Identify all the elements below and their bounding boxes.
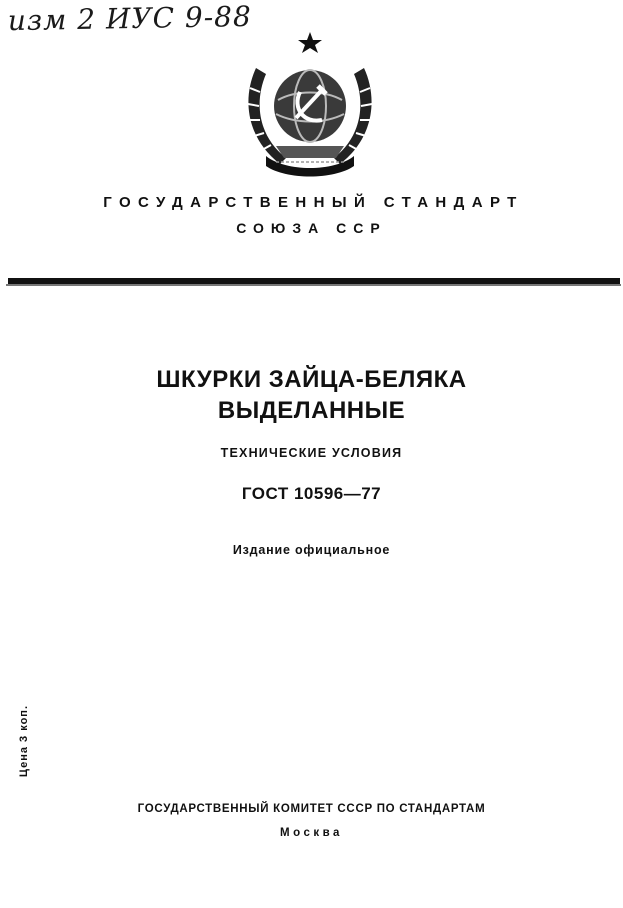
- price-label: Цена 3 коп.: [18, 705, 30, 778]
- header-ussr: СОЮЗА ССР: [236, 220, 387, 236]
- ussr-emblem-icon: [236, 28, 384, 180]
- publisher-name: ГОСУДАРСТВЕННЫЙ КОМИТЕТ СССР ПО СТАНДАРТАМ: [137, 803, 486, 815]
- header-divider-shadow: [6, 284, 621, 286]
- document-title: [0, 364, 623, 426]
- edition-note: Издание официальное: [232, 543, 391, 557]
- publisher-city: Москва: [280, 827, 343, 839]
- header-state-standard: ГОСУДАРСТВЕННЫЙ СТАНДАРТ: [103, 194, 524, 211]
- title-line-1: ШКУРКИ ЗАЙЦА-БЕЛЯКА: [156, 366, 467, 393]
- document-subtitle: ТЕХНИЧЕСКИЕ УСЛОВИЯ: [220, 446, 403, 460]
- standard-number: ГОСТ 10596—77: [241, 484, 382, 503]
- handwritten-note: изм 2 ИУС 9-88: [7, 0, 253, 38]
- title-line-2: ВЫДЕЛАННЫЕ: [217, 397, 406, 424]
